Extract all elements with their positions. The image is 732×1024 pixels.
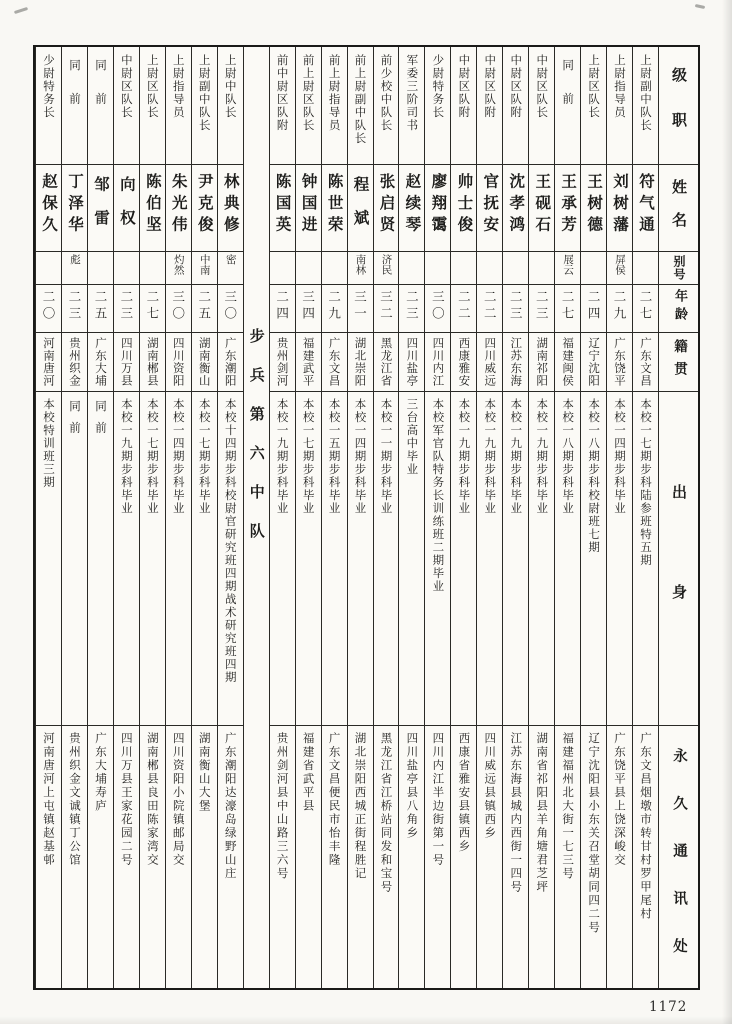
name-cell: 沈孝鸿 (503, 165, 528, 252)
rank-cell: 少尉特务长 (36, 47, 61, 165)
person-column (502, 47, 528, 988)
address-cell: 河南唐河上屯镇赵基邨 (42, 732, 57, 867)
rank-cell: 上尉副中队长 (192, 47, 217, 165)
name-cell: 程斌 (348, 165, 373, 252)
name-cell: 符气通 (633, 165, 658, 252)
age-cell: 二七 (633, 285, 658, 333)
origin-cell: 本校一七期步科毕业 (140, 392, 165, 726)
page-edge-shadow (722, 0, 732, 1024)
origin-cell: 本校一四期步科毕业 (607, 392, 632, 726)
person-column (632, 47, 658, 988)
alias-cell (322, 252, 347, 285)
alias-cell: 彪 (62, 252, 87, 285)
origin-cell: 本校一九期步科毕业 (529, 392, 554, 726)
origin-cell: 本校一七期步科毕业 (192, 392, 217, 726)
native-place-cell: 辽宁沈阳 (581, 333, 606, 392)
rank-cell: 中尉区队附 (503, 47, 528, 165)
origin-cell: 本校一八期步科毕业 (555, 392, 580, 726)
native-place-cell: 广东大埔 (88, 333, 113, 392)
address-cell: 贵州剑河县中山路三六号 (275, 732, 290, 881)
alias-cell (503, 252, 528, 285)
native-place-cell: 广东潮阳 (218, 333, 243, 392)
rank-cell: 中尉区队长 (529, 47, 554, 165)
alias-cell: 屏侯 (607, 252, 632, 285)
age-cell: 三一 (348, 285, 373, 333)
native-place-cell: 湖南衡山 (192, 333, 217, 392)
rank-cell: 同前 (62, 47, 87, 165)
name-cell: 张启贤 (374, 165, 399, 252)
name-cell: 向权 (114, 165, 139, 252)
name-cell: 丁泽华 (62, 165, 87, 252)
native-place-cell: 福建闽侯 (555, 333, 580, 392)
native-place-cell: 四川盐亭 (399, 333, 424, 392)
address-cell: 西康省雅安县镇西乡 (457, 732, 472, 854)
person-column (321, 47, 347, 988)
rank-cell: 同前 (88, 47, 113, 165)
rank-cell: 中尉区队附 (451, 47, 476, 165)
address-cell: 四川资阳小院镇邮局交 (171, 732, 186, 867)
address-cell: 湖南郴县良田陈家湾交 (145, 732, 160, 867)
name-cell: 帅士俊 (451, 165, 476, 252)
alias-cell (451, 252, 476, 285)
age-cell: 二五 (192, 285, 217, 333)
age-cell: 二四 (270, 285, 295, 333)
origin-cell: 本校一四期步科毕业 (166, 392, 191, 726)
age-cell: 三四 (296, 285, 321, 333)
person-column (580, 47, 606, 988)
rank-cell: 上尉区队长 (581, 47, 606, 165)
section-divider-column (243, 47, 269, 988)
origin-cell: 本校一四期步科毕业 (348, 392, 373, 726)
person-column (113, 47, 139, 988)
address-cell: 江苏东海县城内西街一四号 (509, 732, 524, 894)
age-cell: 二三 (529, 285, 554, 333)
age-cell: 二三 (114, 285, 139, 333)
name-cell: 廖翔霭 (425, 165, 450, 252)
rank-cell: 前少校中队长 (374, 47, 399, 165)
rank-cell: 同前 (555, 47, 580, 165)
origin-cell: 本校一九期步科毕业 (114, 392, 139, 726)
address-cell: 四川万县王家花园二号 (119, 732, 134, 867)
rank-cell: 前中尉区队附 (270, 47, 295, 165)
age-cell: 二七 (555, 285, 580, 333)
age-cell: 二三 (503, 285, 528, 333)
age-cell: 二三 (399, 285, 424, 333)
rank-cell: 中尉区队附 (477, 47, 502, 165)
origin-cell: 本校一七期步科毕业 (296, 392, 321, 726)
origin-cell: 本校一七期步科陆参班特五期 (633, 392, 658, 726)
address-cell: 福建省武平县 (301, 732, 316, 813)
native-place-cell: 贵州剑河 (270, 333, 295, 392)
native-place-cell: 广东饶平 (607, 333, 632, 392)
alias-cell (529, 252, 554, 285)
column-header-name: 姓名 (659, 165, 698, 252)
person-column (87, 47, 113, 988)
person-column (398, 47, 424, 988)
alias-cell (88, 252, 113, 285)
name-cell: 陈世荣 (322, 165, 347, 252)
name-cell: 朱光伟 (166, 165, 191, 252)
native-place-cell: 广东文昌 (322, 333, 347, 392)
alias-cell: 南林 (348, 252, 373, 285)
rank-cell: 上尉指导员 (166, 47, 191, 165)
person-column (554, 47, 580, 988)
header-column (658, 47, 698, 988)
person-column (295, 47, 321, 988)
alias-cell (399, 252, 424, 285)
address-cell: 广东文昌便民市怡丰隆 (327, 732, 342, 867)
alias-cell: 密 (218, 252, 243, 285)
alias-cell (477, 252, 502, 285)
native-place-cell: 福建武平 (296, 333, 321, 392)
name-cell: 赵保久 (36, 165, 61, 252)
person-column (165, 47, 191, 988)
column-header-native: 籍贯 (659, 333, 698, 392)
origin-cell: 本校一八期步科校尉班七期 (581, 392, 606, 726)
age-cell: 二九 (322, 285, 347, 333)
page-edge-shadow (0, 1016, 732, 1024)
address-cell: 四川内江半边街第一号 (431, 732, 446, 867)
alias-cell: 灼然 (166, 252, 191, 285)
origin-cell: 本校十四期步科校尉官研究班四期战术研究班四期 (218, 392, 243, 726)
person-column (373, 47, 399, 988)
native-place-cell: 西康雅安 (451, 333, 476, 392)
person-column (606, 47, 632, 988)
name-cell: 钟国进 (296, 165, 321, 252)
alias-cell (270, 252, 295, 285)
address-cell: 湖南衡山大堡 (197, 732, 212, 813)
age-cell: 三二 (374, 285, 399, 333)
rank-cell: 上尉区队长 (140, 47, 165, 165)
rank-cell: 上尉副中队长 (633, 47, 658, 165)
person-column (269, 47, 295, 988)
native-place-cell: 四川万县 (114, 333, 139, 392)
person-column (191, 47, 217, 988)
address-cell: 湖南省祁阳县羊角塘君芝坪 (535, 732, 550, 894)
address-cell: 辽宁沈阳县小东关召堂胡同四二号 (587, 732, 602, 935)
origin-cell: 本校一一期步科毕业 (374, 392, 399, 726)
origin-cell: 三台高中毕业 (399, 392, 424, 726)
alias-cell (581, 252, 606, 285)
origin-cell: 本校特训班三期 (36, 392, 61, 726)
rank-cell: 中尉区队长 (114, 47, 139, 165)
address-cell: 四川盐亭县八角乡 (405, 732, 420, 840)
alias-cell (425, 252, 450, 285)
native-place-cell: 湖南郴县 (140, 333, 165, 392)
column-header-age: 年龄 (659, 285, 698, 333)
person-column (424, 47, 450, 988)
column-header-address: 永久通讯处 (671, 748, 687, 986)
age-cell: 二〇 (36, 285, 61, 333)
name-cell: 邹雷 (88, 165, 113, 252)
address-cell: 广东文昌烟墩市转甘村罗甲尾村 (639, 732, 653, 921)
alias-cell (296, 252, 321, 285)
person-column (61, 47, 87, 988)
native-place-cell: 四川威远 (477, 333, 502, 392)
age-cell: 三〇 (218, 285, 243, 333)
rank-cell: 上尉指导员 (607, 47, 632, 165)
alias-cell: 济民 (374, 252, 399, 285)
origin-cell: 本校一九期步科毕业 (503, 392, 528, 726)
age-cell: 三〇 (425, 285, 450, 333)
origin-cell: 本校军官队特务长训练班二期毕业 (425, 392, 450, 726)
age-cell: 二二 (451, 285, 476, 333)
name-cell: 王树德 (581, 165, 606, 252)
person-column (528, 47, 554, 988)
native-place-cell: 湖北崇阳 (348, 333, 373, 392)
origin-cell: 本校一九期步科毕业 (270, 392, 295, 726)
person-column (450, 47, 476, 988)
age-cell: 二九 (607, 285, 632, 333)
native-place-cell: 江苏东海 (503, 333, 528, 392)
origin-cell: 本校一五期步科毕业 (322, 392, 347, 726)
name-cell: 王承芳 (555, 165, 580, 252)
alias-cell (114, 252, 139, 285)
native-place-cell: 河南唐河 (36, 333, 61, 392)
origin-cell: 本校一九期步科毕业 (477, 392, 502, 726)
person-column (347, 47, 373, 988)
address-cell: 福建福州北大街一七三号 (561, 732, 576, 881)
person-column (35, 47, 61, 988)
name-cell: 官抚安 (477, 165, 502, 252)
address-cell: 贵州织金文诚镇丁公馆 (67, 732, 82, 867)
age-cell: 二七 (140, 285, 165, 333)
native-place-cell: 贵州织金 (62, 333, 87, 392)
column-header-rank: 级职 (659, 47, 698, 165)
name-cell: 赵续琴 (399, 165, 424, 252)
address-cell: 广东潮阳达濠岛绿野山庄 (223, 732, 238, 881)
section-divider-label: 步兵第六中队 (247, 328, 266, 562)
age-cell: 二二 (477, 285, 502, 333)
age-cell: 二五 (88, 285, 113, 333)
address-cell: 广东饶平县上饶深峻交 (613, 732, 628, 867)
alias-cell: 中南 (192, 252, 217, 285)
name-cell: 林典修 (218, 165, 243, 252)
column-header-origin: 出身 (659, 392, 698, 726)
person-column (476, 47, 502, 988)
rank-cell: 军委三阶司书 (399, 47, 424, 165)
address-cell: 广东大埔寿庐 (93, 732, 108, 813)
alias-cell: 展云 (555, 252, 580, 285)
scan-artifact (695, 4, 705, 9)
rank-cell: 少尉特务长 (425, 47, 450, 165)
origin-cell: 同前 (88, 392, 113, 726)
alias-cell (36, 252, 61, 285)
age-cell: 二四 (581, 285, 606, 333)
origin-cell: 同前 (62, 392, 87, 726)
person-column (217, 47, 243, 988)
age-cell: 三〇 (166, 285, 191, 333)
rank-cell: 前上尉指导员 (322, 47, 347, 165)
name-cell: 王砚石 (529, 165, 554, 252)
alias-cell (140, 252, 165, 285)
name-cell: 陈伯坚 (140, 165, 165, 252)
column-header-alias: 别号 (659, 252, 698, 285)
person-column (139, 47, 165, 988)
address-cell: 黑龙江省江桥站同发和宝号 (379, 732, 394, 894)
name-cell: 尹克俊 (192, 165, 217, 252)
native-place-cell: 湖南祁阳 (529, 333, 554, 392)
native-place-cell: 广东文昌 (633, 333, 658, 392)
alias-cell (633, 252, 658, 285)
rank-cell: 前上尉副中队长 (348, 47, 373, 165)
address-cell: 湖北崇阳西城正街程胜记 (353, 732, 368, 881)
native-place-cell: 四川内江 (425, 333, 450, 392)
scan-artifact (14, 7, 28, 14)
rank-cell: 前上尉区队长 (296, 47, 321, 165)
native-place-cell: 四川资阳 (166, 333, 191, 392)
name-cell: 刘树藩 (607, 165, 632, 252)
page-number: 1172 (649, 999, 688, 1015)
origin-cell: 本校一九期步科毕业 (451, 392, 476, 726)
name-cell: 陈国英 (270, 165, 295, 252)
address-cell: 四川威远县镇西乡 (483, 732, 498, 840)
native-place-cell: 黑龙江省 (374, 333, 399, 392)
roster-table (33, 45, 700, 990)
age-cell: 二三 (62, 285, 87, 333)
rank-cell: 上尉中队长 (218, 47, 243, 165)
